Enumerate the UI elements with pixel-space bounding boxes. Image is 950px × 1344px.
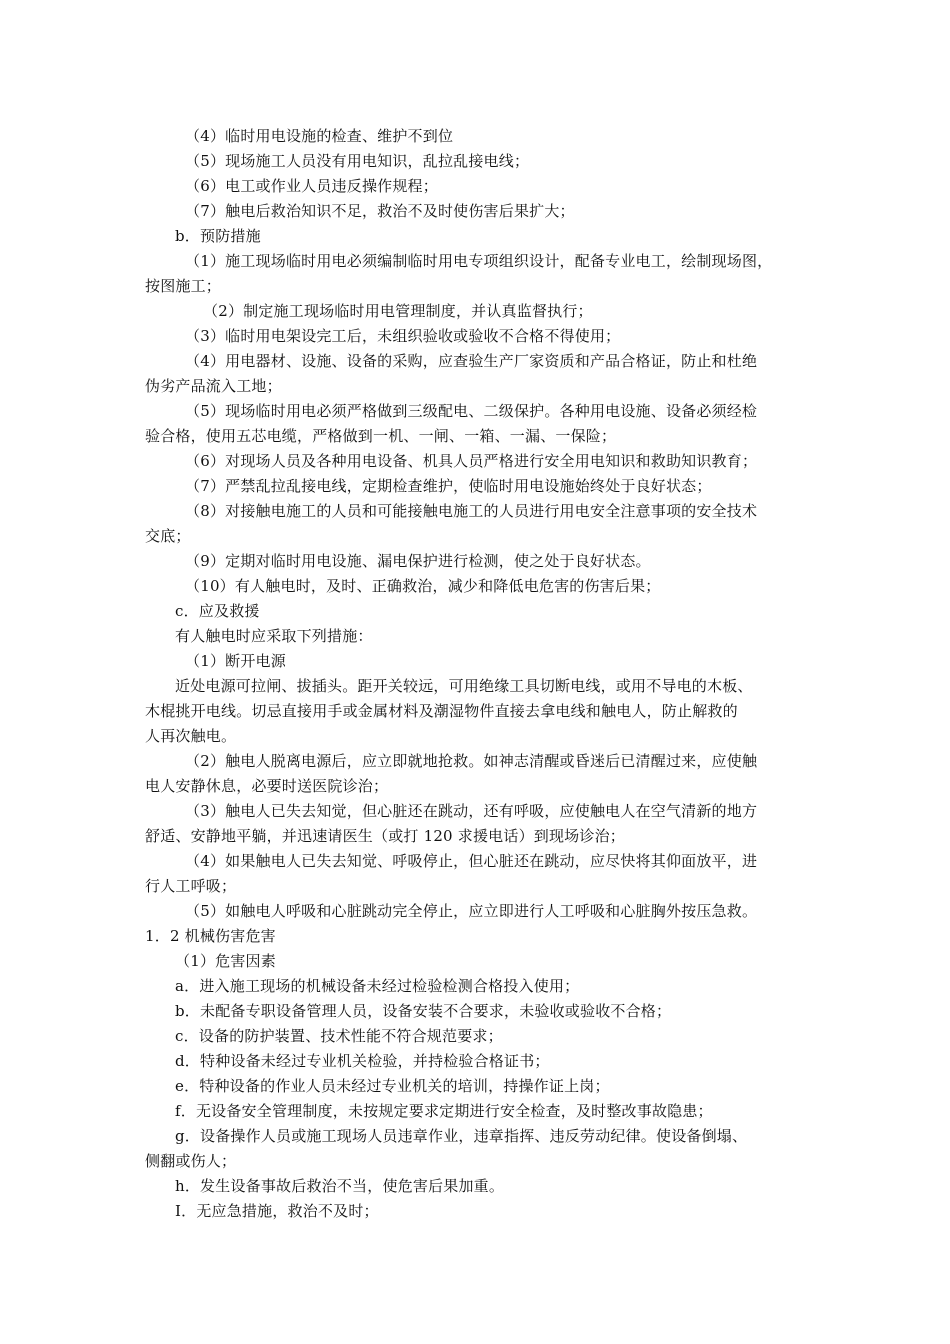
section-heading: c．应及救援 bbox=[175, 602, 260, 620]
text-line: （4）临时用电设施的检查、维护不到位 bbox=[185, 127, 454, 145]
text-line: （6）对现场人员及各种用电设备、机具人员严格进行安全用电知识和救助知识教育； bbox=[185, 452, 758, 470]
text-line: 有人触电时应采取下列措施： bbox=[175, 627, 373, 645]
list-item: b．未配备专职设备管理人员，设备安装不合要求，未验收或验收不合格； bbox=[175, 1002, 672, 1020]
text-line: （4）用电器材、设施、设备的采购，应查验生产厂家资质和产品合格证，防止和杜绝 bbox=[185, 352, 758, 370]
section-heading: 1．2 机械伤害危害 bbox=[145, 927, 276, 945]
text-line: （1）施工现场临时用电必须编制临时用电专项组织设计，配备专业电工，绘制现场图， bbox=[185, 252, 773, 270]
text-line: 按图施工； bbox=[145, 277, 222, 295]
subsection-heading: （1）危害因素 bbox=[175, 952, 276, 970]
text-line: （1）断开电源 bbox=[185, 652, 286, 670]
text-line: 近处电源可拉闸、拔插头。距开关较远，可用绝缘工具切断电线，或用不导电的木板、 bbox=[175, 677, 753, 695]
text-line: （4）如果触电人已失去知觉、呼吸停止，但心脏还在跳动，应尽快将其仰面放平，进 bbox=[185, 852, 758, 870]
section-heading: b．预防措施 bbox=[175, 227, 261, 245]
text-line: （5）现场施工人员没有用电知识，乱拉乱接电线； bbox=[185, 152, 530, 170]
text-line: 交底； bbox=[145, 527, 191, 545]
text-line: （3）临时用电架设完工后，未组织验收或验收不合格不得使用； bbox=[185, 327, 621, 345]
list-item: g．设备操作人员或施工现场人员违章作业，违章指挥、违反劳动纪律。使设备倒塌、 bbox=[175, 1127, 748, 1145]
text-line: （7）严禁乱拉乱接电线，定期检查维护，使临时用电设施始终处于良好状态； bbox=[185, 477, 712, 495]
list-item: c．设备的防护装置、技术性能不符合规范要求； bbox=[175, 1027, 503, 1045]
list-item: f．无设备安全管理制度，未按规定要求定期进行安全检查，及时整改事故隐患； bbox=[175, 1102, 713, 1120]
list-item: a．进入施工现场的机械设备未经过检验检测合格投入使用； bbox=[175, 977, 580, 995]
text-line: （9）定期对临时用电设施、漏电保护进行检测，使之处于良好状态。 bbox=[185, 552, 651, 570]
list-item: e．特种设备的作业人员未经过专业机关的培训，持操作证上岗； bbox=[175, 1077, 610, 1095]
text-line: （5）现场临时用电必须严格做到三级配电、二级保护。各种用电设施、设备必须经检 bbox=[185, 402, 758, 420]
text-line: （8）对接触电施工的人员和可能接触电施工的人员进行用电安全注意事项的安全技术 bbox=[185, 502, 758, 520]
text-line: 伪劣产品流入工地； bbox=[145, 377, 282, 395]
text-line: （6）电工或作业人员违反操作规程； bbox=[185, 177, 438, 195]
text-line: 电人安静休息，必要时送医院诊治； bbox=[145, 777, 389, 795]
text-line: （7）触电后救治知识不足，救治不及时使伤害后果扩大； bbox=[185, 202, 575, 220]
text-line: 木棍挑开电线。切忌直接用手或金属材料及潮湿物件直接去拿电线和触电人，防止解救的 bbox=[145, 702, 738, 720]
text-line: 行人工呼吸； bbox=[145, 877, 237, 895]
text-line: 侧翻或伤人； bbox=[145, 1152, 237, 1170]
text-line: （3）触电人已失去知觉，但心脏还在跳动，还有呼吸，应使触电人在空气清新的地方 bbox=[185, 802, 758, 820]
text-line: （2）触电人脱离电源后，应立即就地抢救。如神志清醒或昏迷后已清醒过来，应使触 bbox=[185, 752, 758, 770]
text-line: 验合格，使用五芯电缆，严格做到一机、一闸、一箱、一漏、一保险； bbox=[145, 427, 617, 445]
text-line: 人再次触电。 bbox=[145, 727, 237, 745]
list-item: h．发生设备事故后救治不当，使危害后果加重。 bbox=[175, 1177, 505, 1195]
text-line: （10）有人触电时，及时、正确救治，减少和降低电危害的伤害后果； bbox=[185, 577, 661, 595]
text-line: （2）制定施工现场临时用电管理制度，并认真监督执行； bbox=[203, 302, 593, 320]
document-page bbox=[145, 124, 825, 1224]
text-line: 舒适、安静地平躺，并迅速请医生（或打 120 求援电话）到现场诊治； bbox=[145, 827, 625, 845]
text-line: （5）如触电人呼吸和心脏跳动完全停止，应立即进行人工呼吸和心脏胸外按压急救。 bbox=[185, 902, 758, 920]
list-item: d．特种设备未经过专业机关检验，并持检验合格证书； bbox=[175, 1052, 550, 1070]
list-item: I．无应急措施，救治不及时； bbox=[175, 1202, 379, 1220]
